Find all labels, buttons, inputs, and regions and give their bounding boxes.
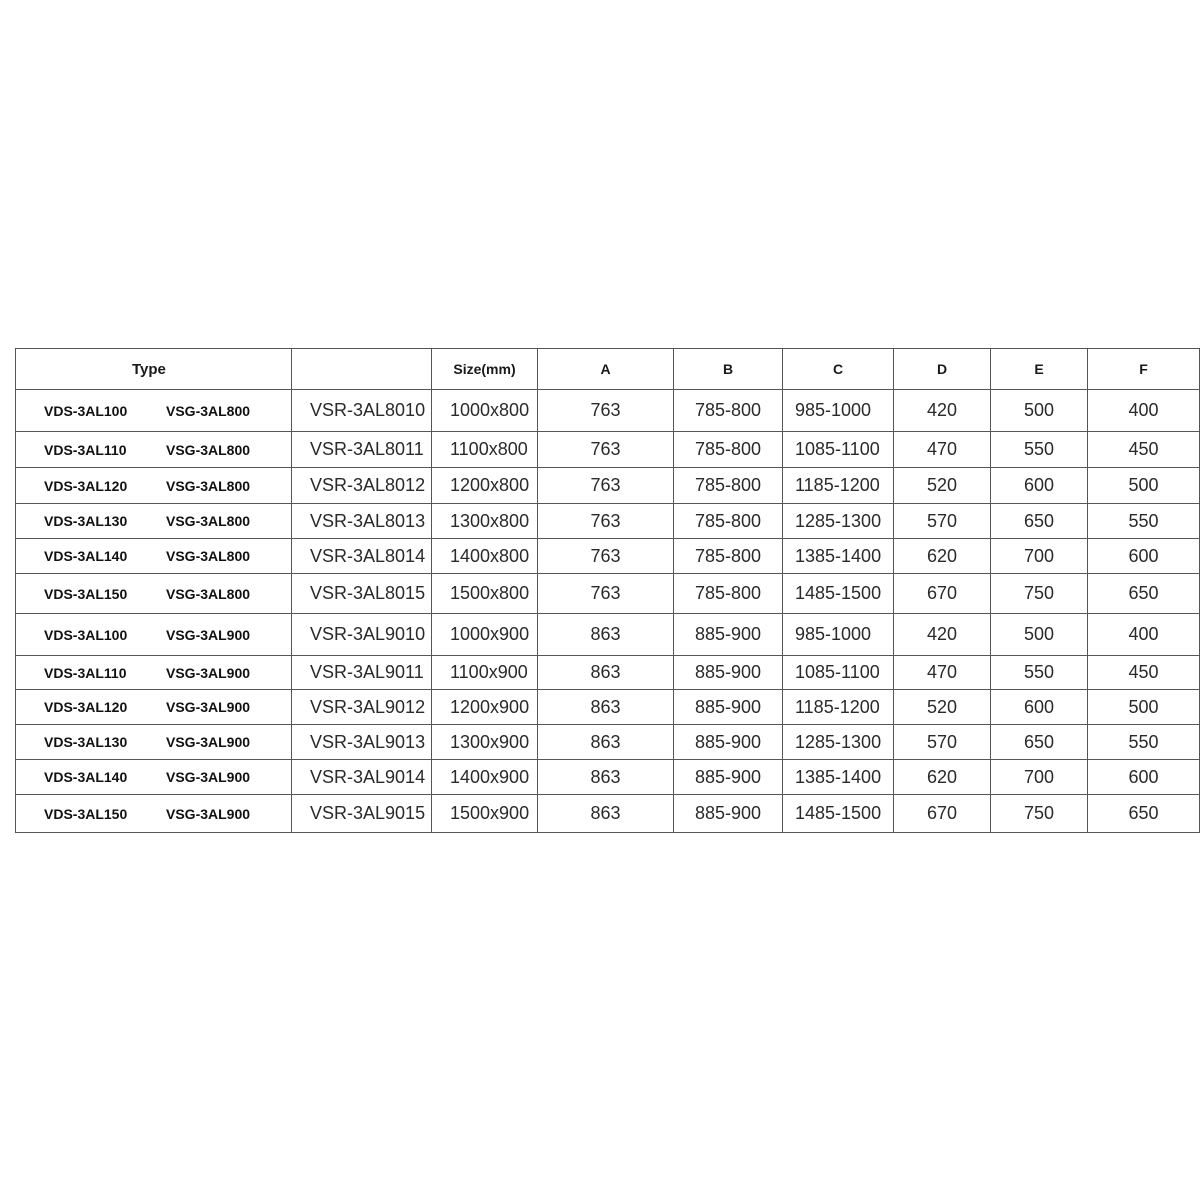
header-size: Size(mm)	[432, 349, 538, 390]
type-vsg: VSG-3AL900	[166, 734, 251, 750]
cell-f: 500	[1088, 690, 1200, 725]
type-vsg: VSG-3AL800	[166, 548, 251, 564]
cell-f: 550	[1088, 725, 1200, 760]
type-cell	[16, 690, 292, 725]
cell-c: 1285-1300	[783, 725, 894, 760]
cell-c: 985-1000	[783, 614, 894, 656]
cell-model: VSR-3AL8011	[292, 432, 432, 468]
table-row	[16, 725, 1200, 760]
type-cell	[16, 760, 292, 795]
table-row	[16, 539, 1200, 574]
cell-a: 763	[538, 504, 674, 539]
cell-b: 785-800	[674, 504, 783, 539]
cell-a: 863	[538, 614, 674, 656]
cell-b: 785-800	[674, 432, 783, 468]
cell-e: 500	[991, 614, 1088, 656]
cell-f: 400	[1088, 614, 1200, 656]
cell-f: 400	[1088, 390, 1200, 432]
header-f: F	[1088, 349, 1200, 390]
cell-size: 1100x800	[432, 432, 538, 468]
cell-e: 600	[991, 690, 1088, 725]
cell-d: 620	[894, 760, 991, 795]
cell-size: 1400x800	[432, 539, 538, 574]
cell-c: 1385-1400	[783, 760, 894, 795]
cell-f: 600	[1088, 760, 1200, 795]
type-vds: VDS-3AL130	[44, 734, 128, 750]
cell-e: 650	[991, 725, 1088, 760]
cell-d: 670	[894, 795, 991, 833]
cell-size: 1000x900	[432, 614, 538, 656]
cell-e: 550	[991, 432, 1088, 468]
header-type: Type	[16, 349, 292, 390]
cell-b: 885-900	[674, 690, 783, 725]
type-vds: VDS-3AL110	[44, 441, 127, 458]
type-vds: VDS-3AL120	[44, 477, 128, 494]
header-model	[292, 349, 432, 390]
cell-c: 1285-1300	[783, 504, 894, 539]
cell-e: 550	[991, 656, 1088, 690]
cell-f: 550	[1088, 504, 1200, 539]
cell-model: VSR-3AL8012	[292, 468, 432, 504]
type-vsg: VSG-3AL800	[166, 513, 251, 529]
cell-size: 1100x900	[432, 656, 538, 690]
cell-d: 570	[894, 725, 991, 760]
type-vds: VDS-3AL130	[44, 513, 128, 529]
cell-f: 500	[1088, 468, 1200, 504]
cell-model: VSR-3AL8015	[292, 574, 432, 614]
cell-a: 863	[538, 760, 674, 795]
header-c: C	[783, 349, 894, 390]
cell-c: 1385-1400	[783, 539, 894, 574]
cell-e: 650	[991, 504, 1088, 539]
type-cell	[16, 725, 292, 760]
cell-model: VSR-3AL9013	[292, 725, 432, 760]
cell-c: 1185-1200	[783, 690, 894, 725]
cell-e: 500	[991, 390, 1088, 432]
type-cell	[16, 468, 292, 504]
cell-c: 1485-1500	[783, 574, 894, 614]
table-row	[16, 504, 1200, 539]
cell-d: 470	[894, 432, 991, 468]
cell-d: 420	[894, 614, 991, 656]
type-cell	[16, 504, 292, 539]
type-vds: VDS-3AL150	[44, 585, 128, 602]
cell-d: 570	[894, 504, 991, 539]
type-vds: VDS-3AL140	[44, 769, 128, 785]
cell-d: 420	[894, 390, 991, 432]
cell-c: 1085-1100	[783, 432, 894, 468]
cell-f: 450	[1088, 656, 1200, 690]
cell-model: VSR-3AL8010	[292, 390, 432, 432]
cell-c: 1185-1200	[783, 468, 894, 504]
cell-a: 863	[538, 656, 674, 690]
type-cell	[16, 574, 292, 614]
header-e: E	[991, 349, 1088, 390]
cell-f: 650	[1088, 574, 1200, 614]
type-cell	[16, 614, 292, 656]
table-row	[16, 656, 1200, 690]
cell-a: 763	[538, 432, 674, 468]
cell-e: 600	[991, 468, 1088, 504]
table-row	[16, 795, 1200, 833]
cell-model: VSR-3AL9015	[292, 795, 432, 833]
table-body	[16, 390, 1200, 833]
cell-a: 863	[538, 725, 674, 760]
cell-d: 520	[894, 690, 991, 725]
cell-b: 785-800	[674, 574, 783, 614]
cell-b: 785-800	[674, 390, 783, 432]
cell-e: 750	[991, 574, 1088, 614]
cell-a: 763	[538, 390, 674, 432]
cell-c: 1085-1100	[783, 656, 894, 690]
cell-e: 750	[991, 795, 1088, 833]
type-vsg: VSG-3AL900	[166, 699, 251, 715]
cell-model: VSR-3AL9011	[292, 656, 432, 690]
cell-a: 863	[538, 795, 674, 833]
cell-a: 763	[538, 539, 674, 574]
cell-model: VSR-3AL8014	[292, 539, 432, 574]
cell-size: 1500x900	[432, 795, 538, 833]
type-vds: VDS-3AL120	[44, 699, 128, 715]
table-row	[16, 690, 1200, 725]
cell-d: 670	[894, 574, 991, 614]
type-cell	[16, 795, 292, 833]
cell-b: 885-900	[674, 614, 783, 656]
type-vds: VDS-3AL110	[44, 664, 127, 681]
type-vsg: VSG-3AL900	[166, 805, 251, 822]
type-vds: VDS-3AL100	[44, 626, 128, 643]
type-vsg: VSG-3AL800	[166, 441, 251, 458]
table-row	[16, 390, 1200, 432]
table-row	[16, 614, 1200, 656]
type-vsg: VSG-3AL900	[166, 626, 251, 643]
cell-b: 885-900	[674, 725, 783, 760]
cell-model: VSR-3AL9014	[292, 760, 432, 795]
cell-size: 1000x800	[432, 390, 538, 432]
cell-model: VSR-3AL9012	[292, 690, 432, 725]
cell-d: 620	[894, 539, 991, 574]
header-d: D	[894, 349, 991, 390]
type-cell	[16, 656, 292, 690]
table-row	[16, 468, 1200, 504]
cell-b: 885-900	[674, 795, 783, 833]
cell-a: 763	[538, 574, 674, 614]
type-vds: VDS-3AL140	[44, 548, 128, 564]
cell-size: 1300x900	[432, 725, 538, 760]
cell-d: 470	[894, 656, 991, 690]
header-row	[16, 349, 1200, 390]
cell-b: 885-900	[674, 760, 783, 795]
cell-f: 650	[1088, 795, 1200, 833]
cell-b: 885-900	[674, 656, 783, 690]
type-vsg: VSG-3AL800	[166, 477, 251, 494]
cell-size: 1200x800	[432, 468, 538, 504]
cell-size: 1200x900	[432, 690, 538, 725]
type-cell	[16, 432, 292, 468]
type-vds: VDS-3AL150	[44, 805, 128, 822]
cell-a: 863	[538, 690, 674, 725]
type-vsg: VSG-3AL800	[166, 402, 251, 419]
cell-f: 600	[1088, 539, 1200, 574]
cell-c: 1485-1500	[783, 795, 894, 833]
type-vsg: VSG-3AL900	[166, 769, 251, 785]
cell-b: 785-800	[674, 468, 783, 504]
spec-table	[15, 348, 1200, 833]
cell-size: 1400x900	[432, 760, 538, 795]
cell-model: VSR-3AL9010	[292, 614, 432, 656]
cell-d: 520	[894, 468, 991, 504]
header-a: A	[538, 349, 674, 390]
cell-e: 700	[991, 760, 1088, 795]
cell-c: 985-1000	[783, 390, 894, 432]
type-cell	[16, 390, 292, 432]
cell-a: 763	[538, 468, 674, 504]
cell-size: 1300x800	[432, 504, 538, 539]
cell-model: VSR-3AL8013	[292, 504, 432, 539]
table-row	[16, 574, 1200, 614]
type-vsg: VSG-3AL800	[166, 585, 251, 602]
cell-e: 700	[991, 539, 1088, 574]
type-vsg: VSG-3AL900	[166, 664, 251, 681]
table-row	[16, 760, 1200, 795]
cell-size: 1500x800	[432, 574, 538, 614]
cell-f: 450	[1088, 432, 1200, 468]
header-b: B	[674, 349, 783, 390]
type-cell	[16, 539, 292, 574]
cell-b: 785-800	[674, 539, 783, 574]
table-row	[16, 432, 1200, 468]
type-vds: VDS-3AL100	[44, 402, 128, 419]
